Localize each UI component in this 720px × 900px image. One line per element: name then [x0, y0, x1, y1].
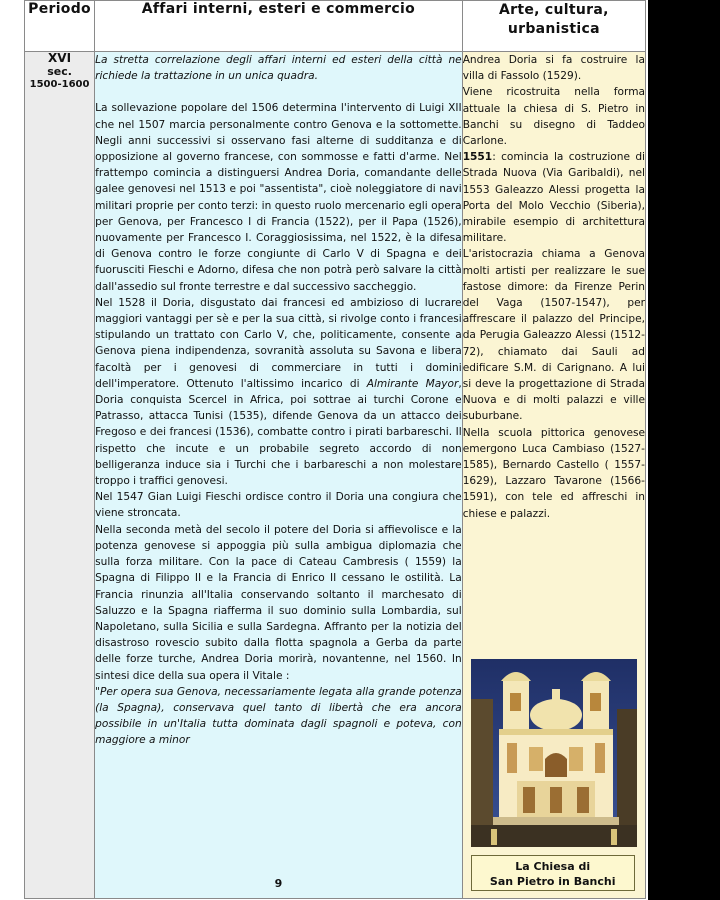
chronology-table [24, 0, 646, 899]
affairs-paragraph-2-end: , Doria conquista Scercel in Africa, poi sottrae ai turchi Corone e Patrasso, attacca Tunisi (1535), difende Genova da un attacco dei Fregoso e dei francesi (1536), combatte contro i pirati barbareschi. Il rispetto che incute e un probabile segreto accordo di non belligeranza induce sia i Turchi che i barbareschi a non molestare troppo i traffici genovesi. [95, 377, 462, 488]
arts-paragraph-1: Andrea Doria si fa costruire la villa di Fassolo (1529). [462, 54, 645, 83]
period-range: 1500-1600 [29, 79, 90, 90]
almirante-title: Almirante Mayor [366, 377, 459, 390]
right-dark-band [648, 0, 720, 900]
period-abbr: sec. [47, 65, 72, 78]
content-row [25, 52, 646, 899]
church-photo [471, 659, 637, 847]
header-arts: Arte, cultura, urbanistica [462, 1, 645, 52]
affairs-paragraph-1: La sollevazione popolare del 1506 determina l'intervento di Luigi XII che nel 1507 marcia personalmente contro Genova e la sottomette. Negli anni successivi si osservano fasi alterne di sudditanza e di opposizione al governo francese, con sommosse e fatti d'arme. Nel frattempo comincia a distinguersi Andrea Doria, comandante delle galee genovesi nel 1513 e poi "assentista", cioè noleggiatore di navi militari proprie per conto terzi: in questo ruolo mercenario egli opera per Genova, per Francesco I di Francia (1522), per il Papa (1526), nuovamente per Francesco I. Coraggiosissima, nel 1522, è la difesa di Genova contro le forze congiunte di Carlo V di Spagna e dei fuorusciti Fieschi e Adorno, difesa che non potrà però salvare la città dall'assedio sul fronte terrestre e dal successivo saccheggio. [95, 102, 462, 293]
arts-paragraph-3 [463, 149, 645, 246]
arts-cell [462, 52, 645, 899]
header-affairs: Affari interni, esteri e commercio [95, 1, 463, 52]
affairs-paragraph-4: Nella seconda metà del secolo il potere del Doria si affievolisce e la potenza genovese si appoggia più sulla ambigua diplomazia che sulla forza militare. Con la pace di Cateau Cambresis ( 1559) la Spagna di Filippo II e la Francia di Enrico II cessano le ostilità. La Francia rinunzia all'Italia conservando soltanto il marchesato di Saluzzo e la Spagna riafferma il suo dominio sulla Lombardia, sul Napoletano, sulla Sicilia e sulla Sardegna. Affranto per la notizia del disastroso rovescio subito dalla flotta spagnola a Gerba da parte delle forze turche, Andrea Doria morirà, novantenne, nel 1560. In sintesi dice della sua opera il Vitale : [95, 523, 462, 682]
arts-paragraph-3-text: : comincia la costruzione di Strada Nuova (Via Garibaldi), nel 1553 Galeazzo Alessi progetta la Porta del Molo Vecchio (Siberia), mirabile esempio di architettura militare. [462, 151, 645, 245]
affairs-paragraph-2-start: Nel 1528 il Doria, disgustato dai francesi ed ambizioso di lucrare maggiori vantaggi per sè e per la sua città, si rivolge conto i francesi stipulando un trattato con Carlo V, che, politicamente, consente a Genova piena indipendenza, sovranità assoluta su Savona e libera facoltà per i genovesi di commerciare in tutti i domini dell'imperatore. Ottenuto l'altissimo incarico di [95, 296, 462, 390]
arts-paragraph-2: Viene ricostruita nella forma attuale la chiesa di S. Pietro in Banchi su disegno di Taddeo Carlone. [462, 86, 645, 148]
caption-line-2: San Pietro in Banchi [489, 875, 616, 888]
header-row [25, 1, 646, 52]
photo-caption [471, 855, 635, 891]
affairs-cell [95, 52, 463, 899]
year-1551: 1551 [462, 151, 493, 164]
church-illustration [471, 659, 637, 847]
affairs-paragraph-2 [95, 295, 462, 489]
arts-paragraph-5: Nella scuola pittorica genovese emergono Luca Cambiaso (1527-1585), Bernardo Castello ( 1557-1629), Lazzaro Tavarone (1566-1591), con tele ed affreschi in chiese e palazzi. [462, 426, 645, 520]
caption-line-1: La Chiesa di [515, 860, 591, 873]
header-period: Periodo [25, 1, 95, 52]
arts-paragraph-4: L'aristocrazia chiama a Genova molti artisti per realizzare le sue fastose dimore: da Firenze Perin del Vaga (1507-1547), per affrescare il palazzo del Principe, da Perugia Galeazzo Alessi (1512-72), chiamato dai Sauli ad edificare S.M. di Carignano. A lui si deve la progettazione di Strada Nuova e di molti palazzi e ville suburbane. [462, 248, 645, 423]
period-cell [25, 52, 95, 899]
period-century: XVI [48, 51, 72, 65]
page-number: 9 [274, 876, 283, 890]
document-page [24, 0, 646, 900]
affairs-paragraph-3: Nel 1547 Gian Luigi Fieschi ordisce contro il Doria una congiura che viene stroncata. [95, 491, 462, 520]
affairs-intro: La stretta correlazione degli affari interni ed esteri della città ne richiede la trattazione in un unica quadra. [95, 54, 462, 83]
vitale-quote: "Per opera sua Genova, necessariamente legata alla grande potenza (la Spagna), conservava quel tanto di libertà che era ancora possibile in un'Italia tutta dominata dagli spagnoli e poteva, con maggiore a minor [95, 685, 462, 747]
